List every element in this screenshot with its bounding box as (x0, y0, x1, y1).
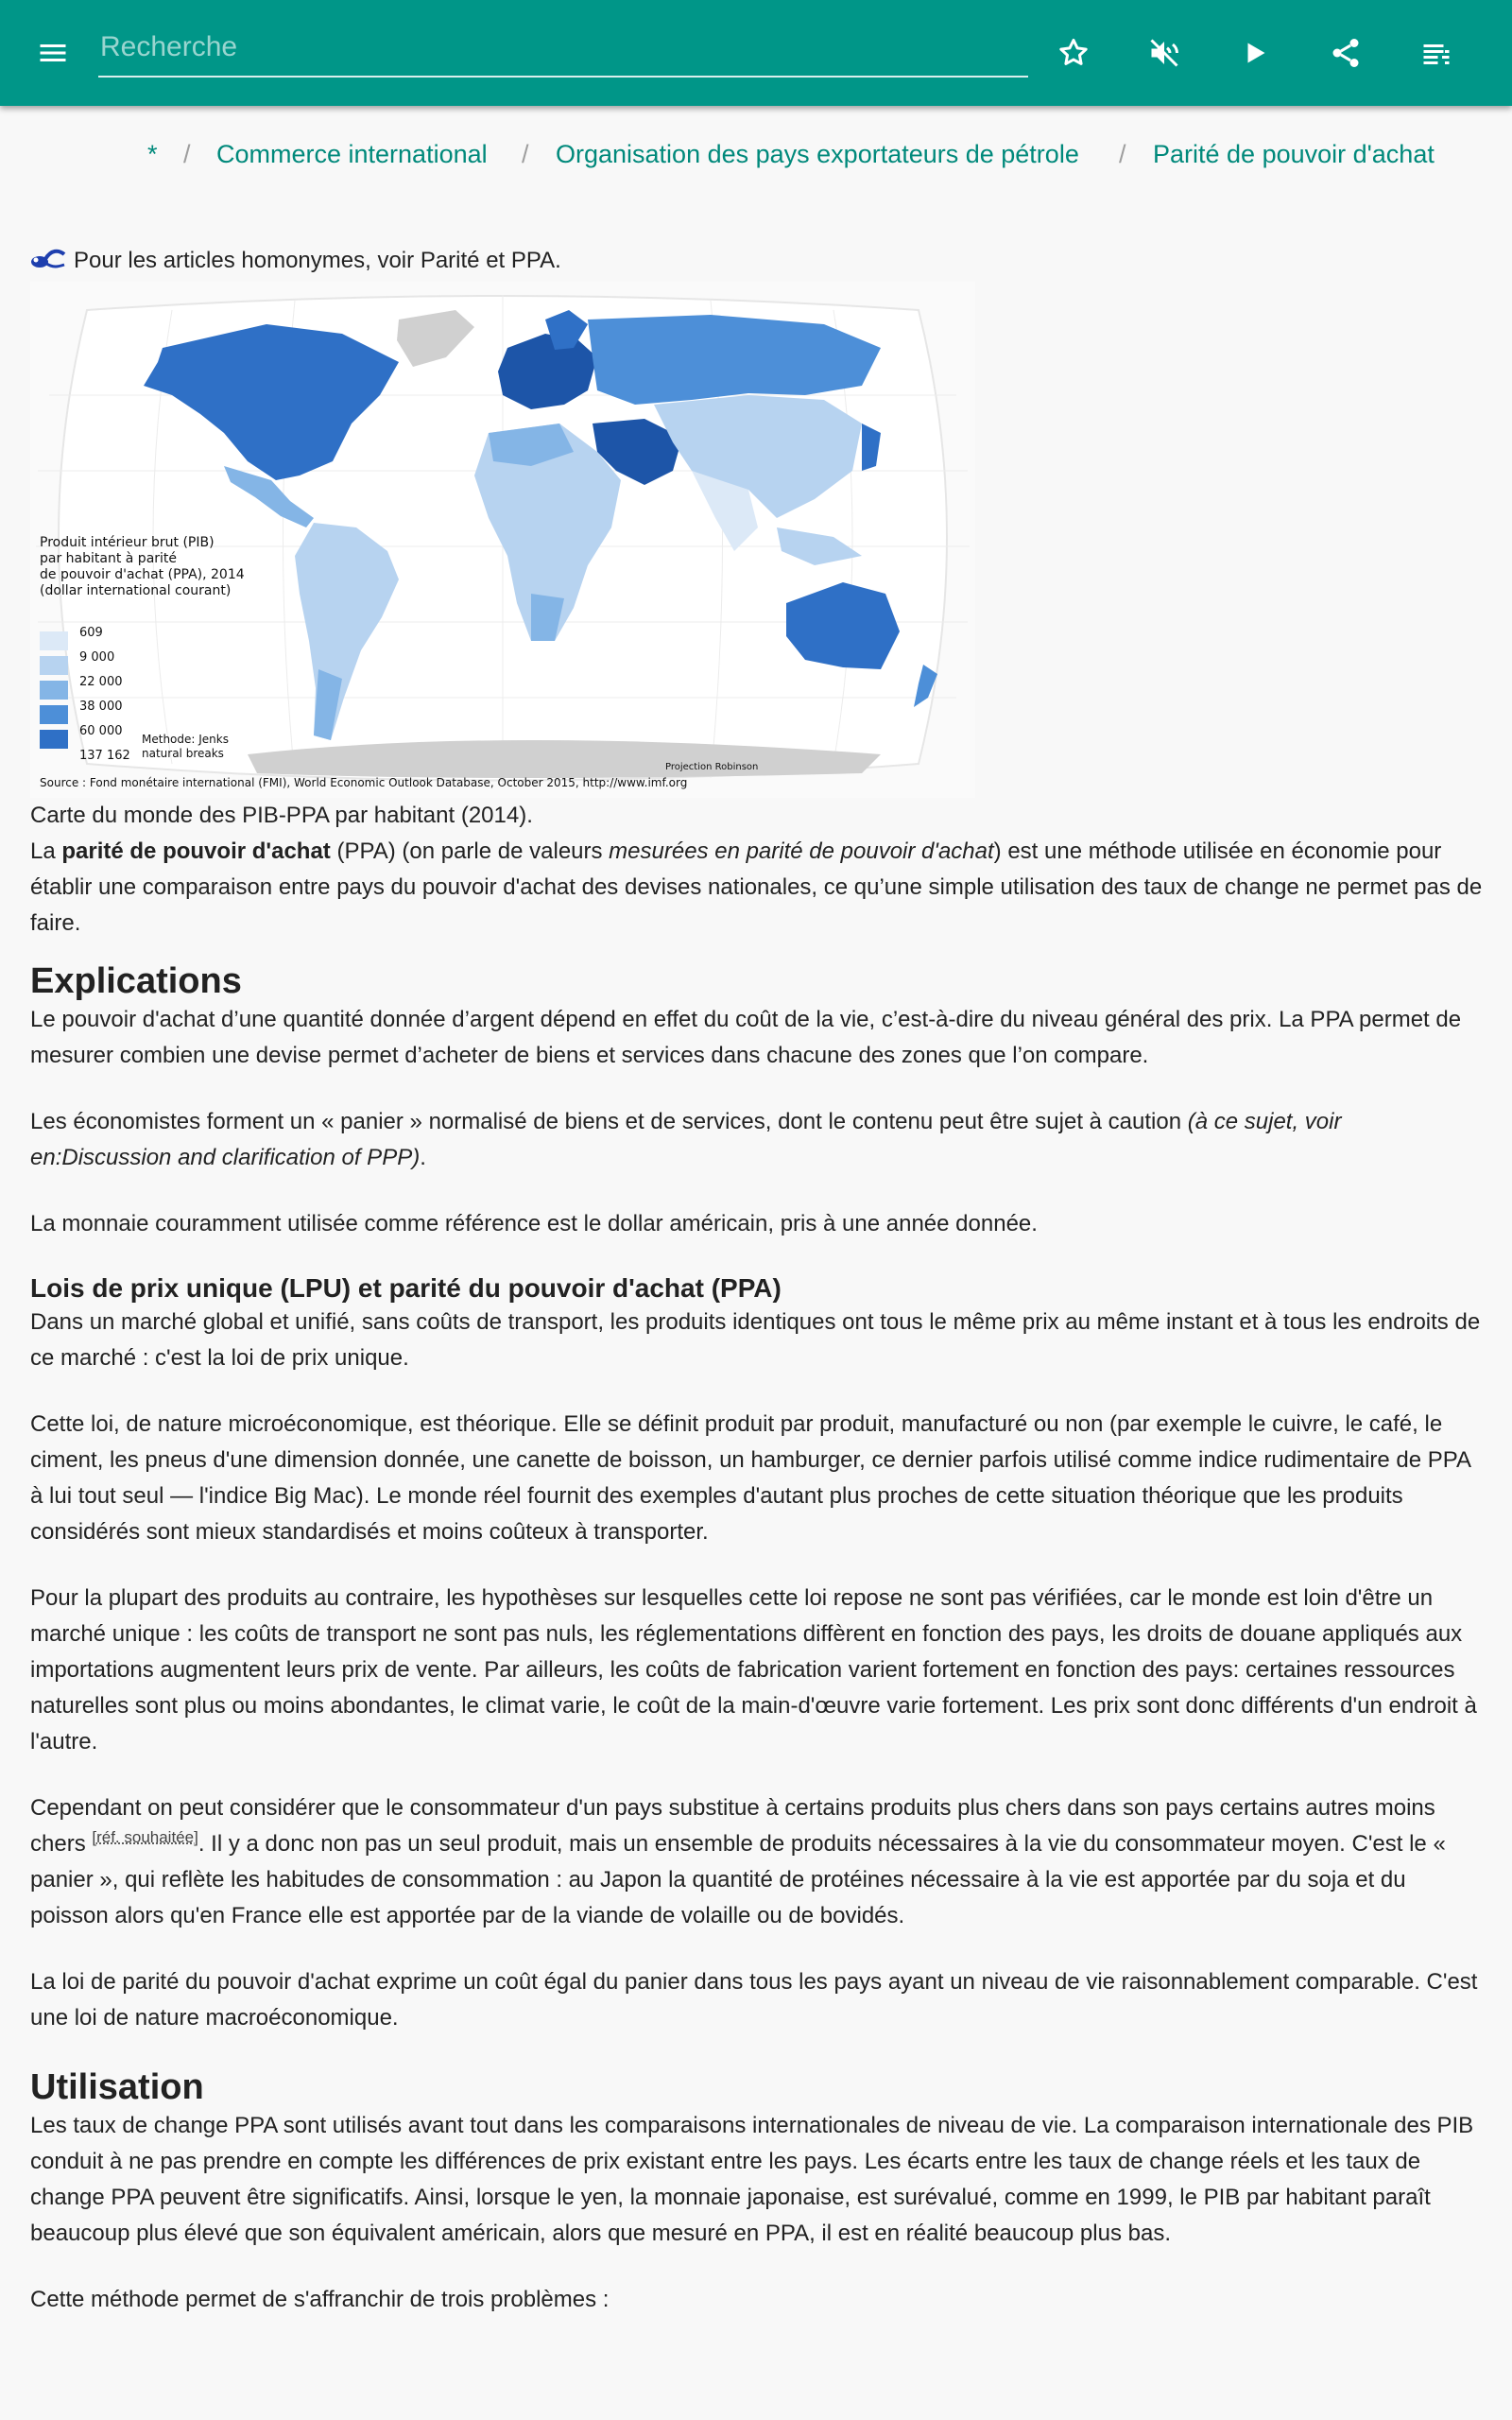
world-map-image[interactable] (30, 282, 975, 798)
citation-needed (92, 1828, 198, 1846)
map-projection: Projection Robinson (665, 762, 759, 772)
intro-pre: La (30, 838, 56, 864)
map-legend-title-3: de pouvoir d'achat (PPA), 2014 (40, 567, 245, 582)
intro-bold-term: parité de pouvoir d'achat (61, 838, 331, 864)
app-toolbar (0, 0, 1512, 106)
map-legend-value: 38 000 (79, 700, 123, 714)
hatnote-prefix: Pour les articles homonymes, voir (74, 248, 415, 273)
intro-paragraph (30, 834, 1486, 942)
star-icon (1057, 36, 1091, 70)
hatnote-middle: et (486, 248, 506, 273)
breadcrumb-item-commerce[interactable]: Commerce international (216, 140, 488, 168)
explications-p2-italic[interactable]: (à ce sujet, voir en:Discussion and clarification of PPP) (30, 1109, 1342, 1170)
intro-post: ) est une méthode utilisée en économie pour établir une comparaison entre pays du pouvoir d'achat des devises nationales, ce qu’une simple utilisation des taux de change ne permet pas de faire. (30, 838, 1483, 936)
lois-p4-pre: Cependant on peut considérer que le consommateur d'un pays substitue à certains produits plus chers dans son pays certains autres moins chers (30, 1795, 1435, 1857)
map-legend-value: 22 000 (79, 675, 123, 689)
hatnote-suffix: . (555, 248, 561, 273)
heading-lois: Lois de prix unique (LPU) et parité du pouvoir d'achat (PPA) (30, 1273, 782, 1303)
lois-paragraph-1: Dans un marché global et unifié, sans coûts de transport, les produits identiques ont tous le même prix au même instant et à tous les endroits de ce marché : c'est la loi de prix unique. (30, 1309, 1481, 1371)
map-caption: Carte du monde des PIB-PPA par habitant (2014). (30, 803, 533, 828)
link-ppa[interactable]: PPA (510, 248, 556, 273)
breadcrumb-separator: / (522, 140, 529, 168)
map-source: Source : Fond monétaire international (FMI), World Economic Outlook Database, October 2015, http://www.imf.org (40, 776, 688, 789)
explications-p2-end: . (420, 1145, 426, 1170)
explications-paragraph-3: La monnaie couramment utilisée comme référence est le dollar américain, pris à une année donnée. (30, 1211, 1038, 1236)
lois-paragraph-4 (30, 1790, 1486, 1934)
breadcrumb-separator: / (183, 140, 191, 168)
share-icon (1329, 36, 1363, 70)
lois-p4-post: . Il y a donc non pas un seul produit, mais un ensemble de produits nécessaires à la vie du consommateur moyen. C'est le « panier », qui reflète les habitudes de consommation : au Japon la quantité de protéines nécessaire à la vie est apportée par du soja et du poisson alors qu'en France elle est apportée par de la viande de volaille ou de bovidés. (30, 1831, 1446, 1928)
table-of-contents-button[interactable] (1408, 25, 1465, 81)
share-button[interactable] (1317, 25, 1374, 81)
intro-italic: mesurées en parité de pouvoir d'achat (609, 838, 994, 864)
map-legend-value: 60 000 (79, 724, 123, 738)
search-input[interactable] (98, 25, 1028, 70)
link-parite[interactable]: Parité (420, 248, 480, 273)
volume-off-icon (1147, 36, 1181, 70)
citation-needed-link[interactable]: [réf. souhaitée] (92, 1828, 198, 1846)
menu-button[interactable] (25, 25, 81, 81)
breadcrumb-home[interactable]: * (147, 140, 158, 168)
map-method-1: Methode: Jenks (142, 733, 229, 746)
heading-utilisation: Utilisation (30, 2067, 204, 2107)
lois-paragraph-5: La loi de parité du pouvoir d'achat exprime un coût égal du panier dans tous les pays ayant un niveau de vie raisonnablement comparable. C'est une loi de nature macroéconomique. (30, 1969, 1478, 2031)
explications-p2-text: Les économistes forment un « panier » normalisé de biens et de services, dont le contenu peut être sujet à caution (30, 1109, 1182, 1134)
utilisation-paragraph-1: Les taux de change PPA sont utilisés avant tout dans les comparaisons internationales de niveau de vie. La comparaison internationale des PIB conduit à ne pas prendre en compte les différences de prix existant entre les pays. Les écarts entre les taux de change réels et les taux de change PPA peuvent être significatifs. Ainsi, lorsque le yen, la monnaie japonaise, est surévalué, comme en 1999, le PIB par habitant paraît beaucoup plus élevé que son équivalent américain, alors que mesuré en PPA, il est en réalité beaucoup plus bas. (30, 2113, 1474, 2246)
hatnote (30, 242, 1486, 280)
menu-icon (36, 36, 70, 70)
mute-button[interactable] (1136, 25, 1193, 81)
explications-paragraph-2 (30, 1104, 1486, 1176)
play-icon (1238, 36, 1272, 70)
lois-paragraph-2: Cette loi, de nature microéconomique, est théorique. Elle se définit produit par produit, manufacturé ou non (par exemple le cuivre, le café, le ciment, les pneus d'une dimension donnée, une canette de boisson, un hamburger, ce dernier parfois utilisé comme indice rudimentaire de PPA à lui tout seul — l'indice Big Mac). Le monde réel fournit des exemples d'autant plus proches de cette situation théorique que les produits considérés sont mieux standardisés et moins coûteux à transporter. (30, 1411, 1470, 1545)
utilisation-paragraph-2: Cette méthode permet de s'affranchir de trois problèmes : (30, 2287, 610, 2312)
map-legend-title-1: Produit intérieur brut (PIB) (40, 535, 215, 550)
lois-paragraph-3: Pour la plupart des produits au contraire, les hypothèses sur lesquelles cette loi repose ne sont pas vérifiées, car le monde est loin d'être un marché unique : les coûts de transport ne sont pas nuls, les réglementations diffèrent en fonction des pays, les droits de douane appliqués aux importations augmentent leurs prix de vente. Par ailleurs, les coûts de fabrication varient fortement en fonction des pays: certaines ressources naturelles sont plus ou moins abondantes, le climat varie, le coût de la main-d'œuvre varie fortement. Les prix sont donc différents d'un endroit à l'autre. (30, 1585, 1477, 1754)
breadcrumb-item-ppa[interactable]: Parité de pouvoir d'achat (1153, 140, 1435, 168)
playlist-icon (1419, 36, 1453, 70)
map-legend-title-4: (dollar international courant) (40, 583, 232, 598)
intro-mid: (PPA) (on parle de valeurs (336, 838, 603, 864)
breadcrumb (0, 132, 1512, 182)
map-legend-value: 609 (79, 626, 103, 640)
heading-explications: Explications (30, 961, 242, 1001)
breadcrumb-separator: / (1119, 140, 1126, 168)
search-field[interactable] (98, 21, 1028, 78)
play-button[interactable] (1227, 25, 1283, 81)
map-legend-value: 9 000 (79, 650, 115, 665)
bookmark-button[interactable] (1045, 25, 1102, 81)
breadcrumb-item-opep[interactable]: Organisation des pays exportateurs de pétrole (556, 140, 1079, 168)
map-method-2: natural breaks (142, 747, 224, 760)
disambiguation-icon (28, 246, 66, 274)
article-content (30, 234, 1486, 2318)
map-legend-title-2: par habitant à parité (40, 551, 178, 566)
explications-paragraph-1: Le pouvoir d'achat d’une quantité donnée d’argent dépend en effet du coût de la vie, c’est-à-dire du niveau général des prix. La PPA permet de mesurer combien une devise permet d’acheter de biens et services dans chacune des zones que l’on compare. (30, 1007, 1462, 1068)
map-legend-value: 137 162 (79, 749, 130, 763)
hatnote-text (74, 243, 561, 279)
